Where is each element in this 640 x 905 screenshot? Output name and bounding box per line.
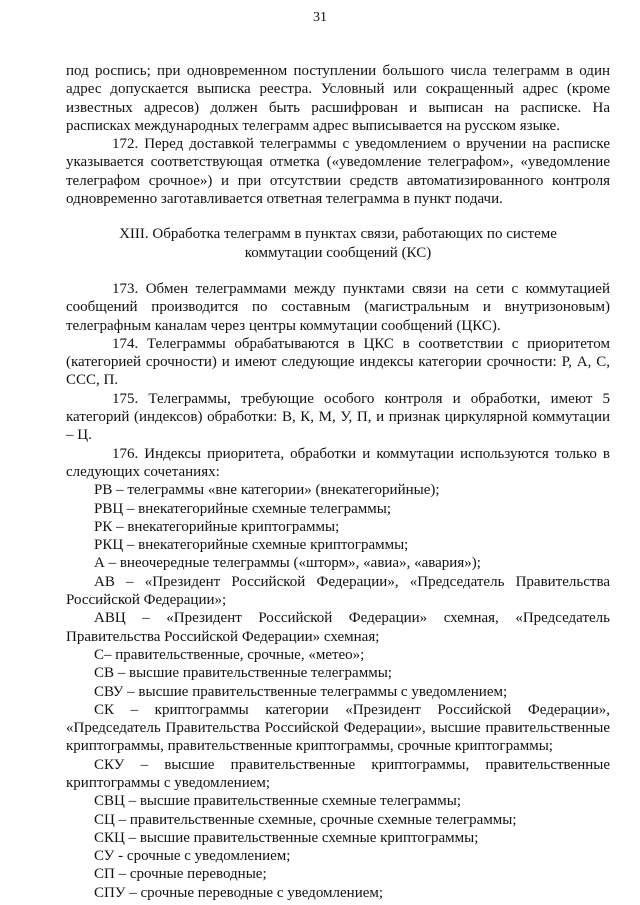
paragraph-174: 174. Телеграммы обрабатываются в ЦКС в соответствии с приоритетом (категорией срочности) и имеют следующие индексы категории срочности: Р, А, С, ССС, П. [66,335,610,389]
paragraph-173: 173. Обмен телеграммами между пунктами связи на сети с коммутацией сообщений производится по составным (магистральным и внутризоновым) телеграфным каналам через центры коммутации сообщений (ЦКС). [66,280,610,334]
list-item: РВ – телеграммы «вне категории» (внекатегорийные); [94,482,440,499]
list-item: СУ - срочные с уведомлением; [94,848,291,865]
paragraph-175: 175. Телеграммы, требующие особого контроля и обработки, имеют 5 категорий (индексов) обработки: В, К, М, У, П, и признак циркулярной коммутации – Ц. [66,390,610,444]
index-list [66,481,610,902]
list-item: СВУ – высшие правительственные телеграммы с уведомлением; [94,683,508,700]
list-item: СП – срочные переводные; [94,866,267,883]
page-number: 31 [313,10,327,25]
list-item: СВЦ – высшие правительственные схемные телеграммы; [94,793,462,810]
section-heading-line-2: коммутации сообщений (КС) [244,244,432,261]
list-item: РКЦ – внекатегорийные схемные криптограммы; [94,537,409,554]
list-item: СЦ – правительственные схемные, срочные схемные телеграммы; [94,811,517,828]
list-item: АВ – «Президент Российской Федерации», «Председатель Правительства Российской Федерации»; [66,573,610,609]
list-item: СКУ – высшие правительственные криптограммы, правительственные криптограммы с уведомлением; [66,756,610,791]
list-item: СВ – высшие правительственные телеграммы; [94,665,392,682]
list-item: СКЦ – высшие правительственные схемные криптограммы; [94,829,479,846]
list-item: РВЦ – внекатегорийные схемные телеграммы; [94,500,391,517]
list-item: СПУ – срочные переводные с уведомлением; [94,884,384,901]
section-heading [66,225,610,262]
section-heading-line-1: XIII. Обработка телеграмм в пунктах связи, работающих по системе [119,226,557,243]
paragraph-continuation: под роспись; при одновременном поступлении большого числа телеграмм в один адрес допускается выписка реестра. Условный или сокращенный адрес (кроме известных адресов) должен быть расшифрован и выписан на расписке. На расписках международных телеграмм адрес выписывается на русском языке. [66,63,610,134]
paragraph-176: 176. Индексы приоритета, обработки и коммутации используются только в следующих сочетаниях: [66,445,610,480]
paragraph-172: 172. Перед доставкой телеграммы с уведомлением о вручении на расписке указывается соответствующая отметка («уведомление телеграфом», «уведомление телеграфом срочное») и при отсутствии средств автоматизированного контроля одновременно заготавливается ответная телеграмма в пункт подачи. [66,136,610,208]
list-item: СК – криптограммы категории «Президент Российской Федерации», «Председатель Правительства Российской Федерации», высшие правительственные криптограммы, правительственные криптограммы, срочные криптограммы; [66,701,610,755]
list-item: РК – внекатегорийные криптограммы; [94,518,340,535]
document-body [66,62,610,902]
list-item: С– правительственные, срочные, «метео»; [94,646,365,663]
list-item: А – внеочередные телеграммы («шторм», «авиа», «авария»); [94,555,481,572]
list-item: АВЦ – «Президент Российской Федерации» схемная, «Председатель Правительства Российской Федерации» схемная; [66,610,610,645]
